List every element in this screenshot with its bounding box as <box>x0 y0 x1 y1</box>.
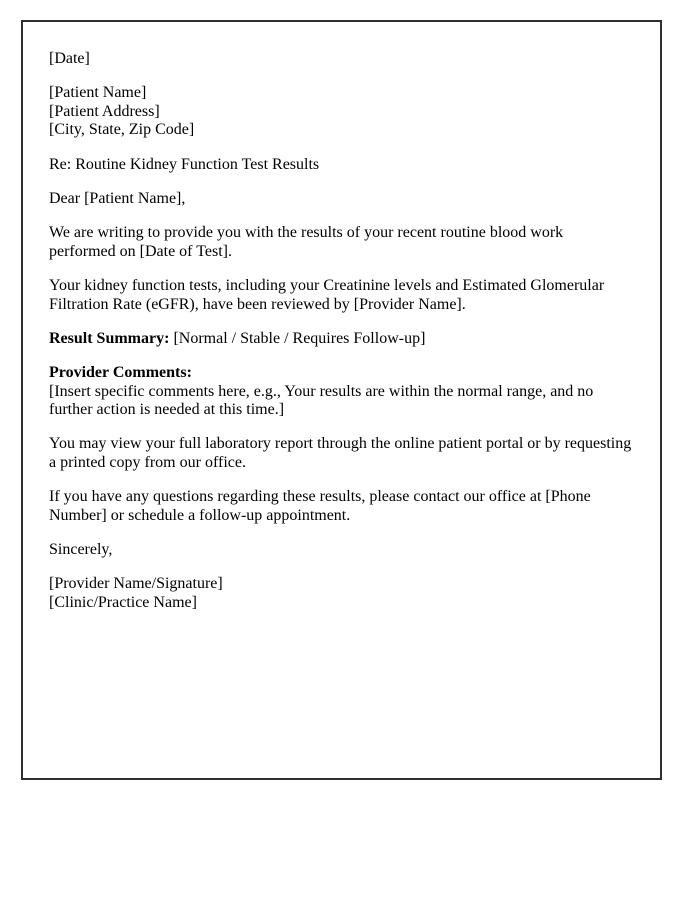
date-line: [Date] <box>49 50 90 67</box>
letter-document <box>21 20 662 780</box>
patient-name-line: [Patient Name] <box>49 84 147 102</box>
clinic-name-line: [Clinic/Practice Name] <box>49 593 197 611</box>
result-summary-label: Result Summary: <box>49 329 170 347</box>
recipient-block <box>49 84 632 139</box>
questions-paragraph: If you have any questions regarding these results, please contact our office at [Phone Number] or schedule a follow-up appointment. <box>49 488 591 524</box>
portal-paragraph: You may view your full laboratory report through the online patient portal or by requesting a printed copy from our office. <box>49 435 632 471</box>
salutation-line: Dear [Patient Name], <box>49 189 186 207</box>
patient-address-line: [Patient Address] <box>49 102 160 120</box>
intro-paragraph: We are writing to provide you with the results of your recent routine blood work performed on [Date of Test]. <box>49 224 564 260</box>
signature-block <box>49 575 632 612</box>
provider-comments-body: [Insert specific comments here, e.g., Your results are within the normal range, and no further action is needed at this time.] <box>49 382 594 419</box>
provider-comments-block <box>49 364 632 419</box>
closing-line: Sincerely, <box>49 541 113 559</box>
kidney-tests-paragraph: Your kidney function tests, including your Creatinine levels and Estimated Glomerular Filtration Rate (eGFR), have been reviewed by [Provider Name]. <box>49 277 605 313</box>
subject-line: Re: Routine Kidney Function Test Results <box>49 155 320 173</box>
result-summary-value: [Normal / Stable / Requires Follow-up] <box>173 329 426 347</box>
provider-signature-line: [Provider Name/Signature] <box>49 575 223 593</box>
city-state-zip-line: [City, State, Zip Code] <box>49 121 195 139</box>
provider-comments-label: Provider Comments: <box>49 364 192 382</box>
result-summary-line <box>49 330 632 348</box>
